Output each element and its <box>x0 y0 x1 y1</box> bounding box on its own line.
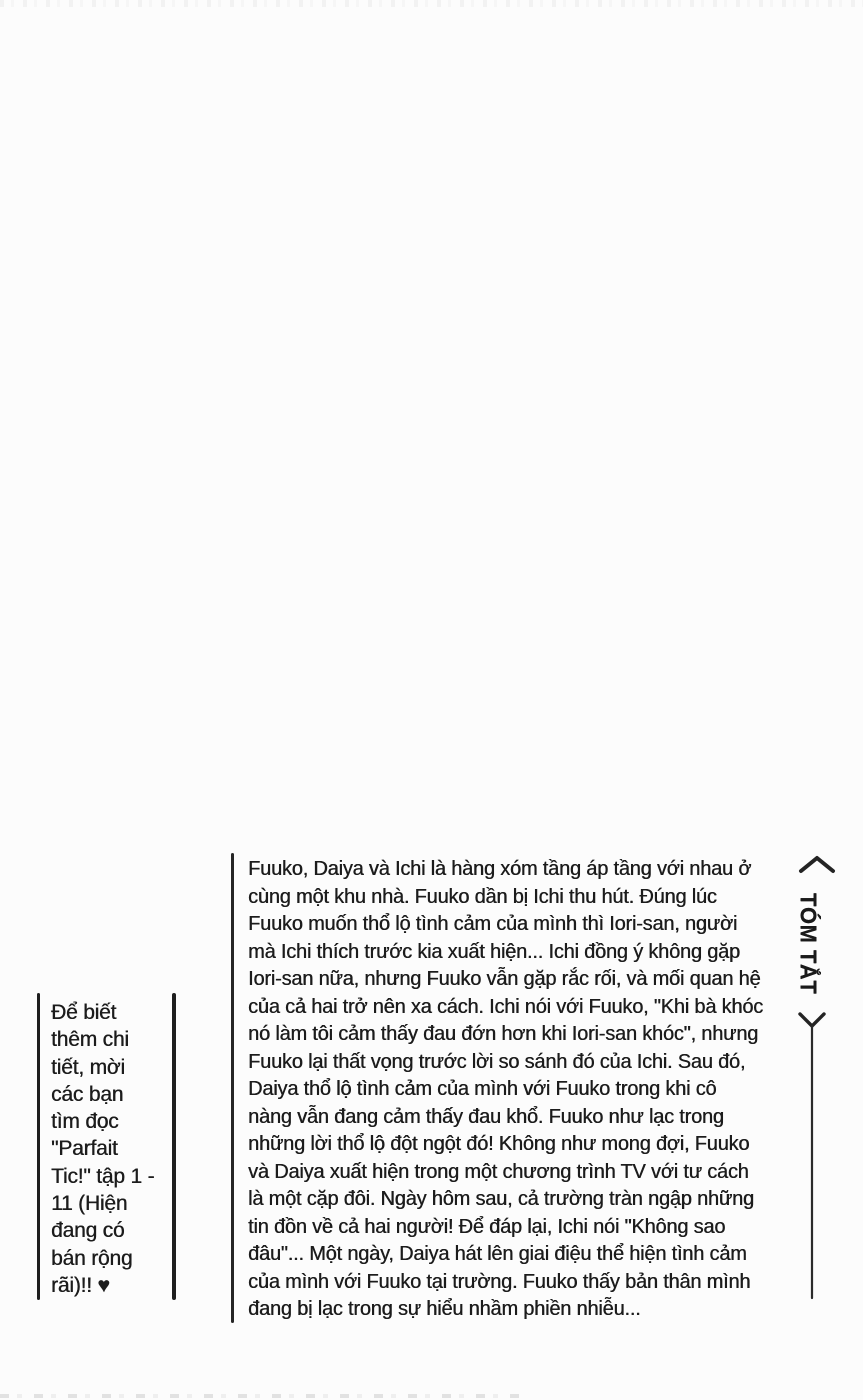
summary-line: tin đồn về cả hai người! Để đáp lại, Ichi nói "Không sao <box>248 1215 726 1238</box>
summary-line: mà Ichi thích trước kia xuất hiện... Ichi đồng ý không gặp <box>248 940 740 963</box>
note-rule-left <box>37 993 40 1300</box>
summary-line: và Daiya xuất hiện trong một chương trình TV với tư cách <box>248 1160 749 1183</box>
summary-line: cùng một khu nhà. Fuuko dần bị Ichi thu hút. Đúng lúc <box>248 885 717 908</box>
note-line: 11 (Hiện <box>51 1192 128 1216</box>
summary-line: Iori-san nữa, nhưng Fuuko vẫn gặp rắc rối, và mối quan hệ <box>248 968 761 990</box>
summary-left-rule <box>231 853 234 1323</box>
promo-note-block <box>51 999 171 1299</box>
note-line: tìm đọc <box>51 1110 119 1134</box>
summary-line: nó làm tôi cảm thấy đau đớn hơn khi Iori-san khóc", nhưng <box>248 1023 759 1045</box>
note-line: Để biết <box>51 1001 117 1024</box>
scan-noise-top <box>0 0 863 7</box>
summary-line: Daiya thổ lộ tình cảm của mình với Fuuko trong khi cô <box>248 1078 717 1100</box>
summary-line: của cả hai trở nên xa cách. Ichi nói với Fuuko, "Khi bà khóc <box>248 995 763 1018</box>
summary-line: của mình với Fuuko tại trường. Fuuko thấy bản thân mình <box>248 1270 751 1293</box>
summary-line: nàng vẫn đang cảm thấy đau khổ. Fuuko như lạc trong <box>248 1105 724 1128</box>
chevron-up-icon <box>798 854 836 874</box>
summary-line: đang bị lạc trong sự hiểu nhầm phiền nhiễu... <box>248 1298 641 1320</box>
summary-line: Fuuko lại thất vọng trước lời so sánh đó của Ichi. Sau đó, <box>248 1050 746 1073</box>
note-line: Tic!" tập 1 - <box>51 1164 155 1188</box>
note-line-with-heart-icon: rãi)!! ♥ <box>51 1273 110 1297</box>
summary-section-label: TÓM TẮT <box>796 893 821 995</box>
note-line: tiết, mời <box>51 1055 125 1079</box>
note-line: thêm chi <box>51 1028 129 1052</box>
summary-line: Fuuko, Daiya và Ichi là hàng xóm tầng áp tầng với nhau ở <box>248 858 752 880</box>
summary-line: những lời thổ lộ đột ngột đó! Không như mong đợi, Fuuko <box>248 1133 750 1155</box>
note-line: bán rộng <box>51 1246 133 1270</box>
note-line: các bạn <box>51 1082 124 1106</box>
summary-line: Fuuko muốn thổ lộ tình cảm của mình thì Iori-san, người <box>248 913 738 935</box>
summary-line: là một cặp đôi. Ngày hôm sau, cả trường tràn ngập những <box>248 1188 754 1210</box>
summary-line: đâu"... Một ngày, Daiya hát lên giai điệu thể hiện tình cảm <box>248 1243 747 1265</box>
scan-noise-bottom <box>0 1394 520 1398</box>
note-line: đang có <box>51 1219 125 1243</box>
note-line: "Parfait <box>51 1137 118 1161</box>
summary-text-block <box>248 856 792 1324</box>
fork-line-icon <box>798 1011 826 1301</box>
note-rule-right <box>172 993 176 1300</box>
